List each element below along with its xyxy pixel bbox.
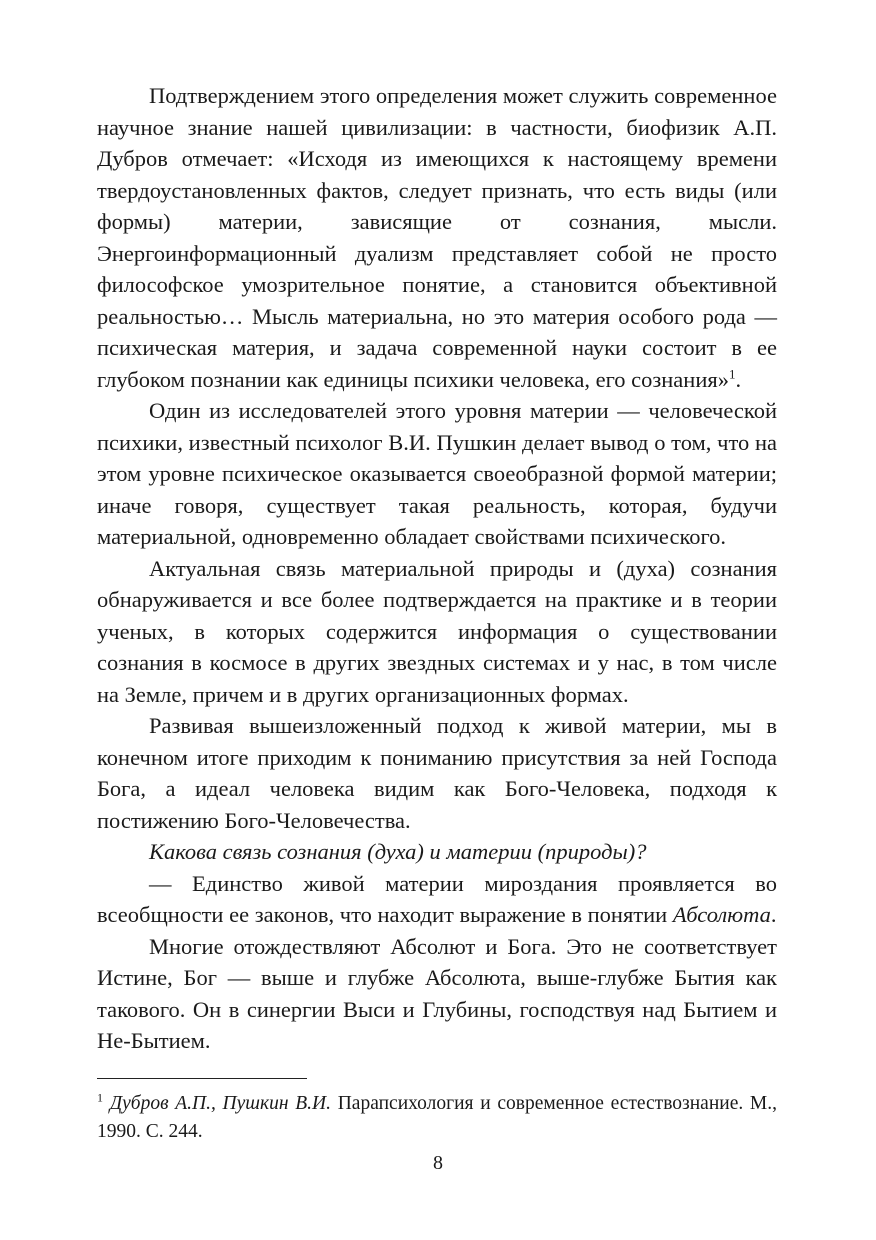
- footnote-text: Парапсихология и современное естествознание. М., 1990. С. 244.: [97, 1093, 778, 1142]
- paragraph-6-end: .: [770, 902, 777, 927]
- paragraph-4: Развивая вышеизложенный подход к живой материи, мы в конечном итоге приходим к пониманию присутствия за ней Господа Бога, а идеал человека видим как Бого-Человека, подходя к постижению Бого-Человечества.: [97, 713, 777, 833]
- paragraph-1: [97, 80, 777, 395]
- page-number: 8: [433, 1152, 443, 1174]
- paragraph-6: [97, 868, 777, 931]
- paragraph-2: Один из исследователей этого уровня материи — человеческой психики, известный психолог В.И. Пушкин делает вывод о том, что на этом уровне психическое оказывается своеобразной формой материи; иначе говоря, существует такая реальность, которая, будучи материальной, одновременно обладает свойствами психического.: [97, 398, 777, 549]
- footnote: [97, 1090, 777, 1146]
- footnote-authors: Дубров А.П., Пушкин В.И.: [109, 1093, 332, 1114]
- paragraph-1-text: Подтверждением этого определения может служить современное научное знание нашей цивилизации: в частности, биофизик А.П. Дубров отмечает: «Исходя из имеющихся к настоящему времени твердоустановленных фактов, следует признать, что есть виды (или формы) материи, зависящие от сознания, мысли. Энергоинформационный дуализм представляет собой не просто философское умозрительное понятие, а становится объективной реальностью… Мысль материальна, но это материя особого рода — психическая материя, и задача современной науки состоит в ее глубоком познании как единицы психики человека, его сознания»: [97, 83, 777, 392]
- footnote-ref[interactable]: 1: [728, 366, 736, 381]
- paragraph-6-text: — Единство живой материи мироздания проявляется во всеобщности ее законов, что находит выражение в понятии: [97, 870, 777, 927]
- paragraph-3: Актуальная связь материальной природы и (духа) сознания обнаруживается и все более подтверждается на практике и в теории ученых, в которых содержится информация о существовании сознания в космосе в других звездных системах и у нас, в том числе на Земле, причем и в других организационных формах.: [97, 555, 777, 707]
- term-absolute: Абсолюта: [672, 902, 771, 927]
- question-heading: Какова связь сознания (духа) и материи (природы)?: [149, 839, 647, 864]
- footnote-divider: [97, 1078, 307, 1079]
- footnote-number: 1: [97, 1090, 103, 1105]
- paragraph-7: Многие отождествляют Абсолют и Бога. Это не соответствует Истине, Бог — выше и глубже Абсолюта, выше-глубже Бытия как такового. Он в синергии Выси и Глубины, господствуя над Бытием и Не-Бытием.: [97, 933, 777, 1053]
- paragraph-1-end: .: [735, 366, 742, 392]
- page-body: [97, 80, 777, 1057]
